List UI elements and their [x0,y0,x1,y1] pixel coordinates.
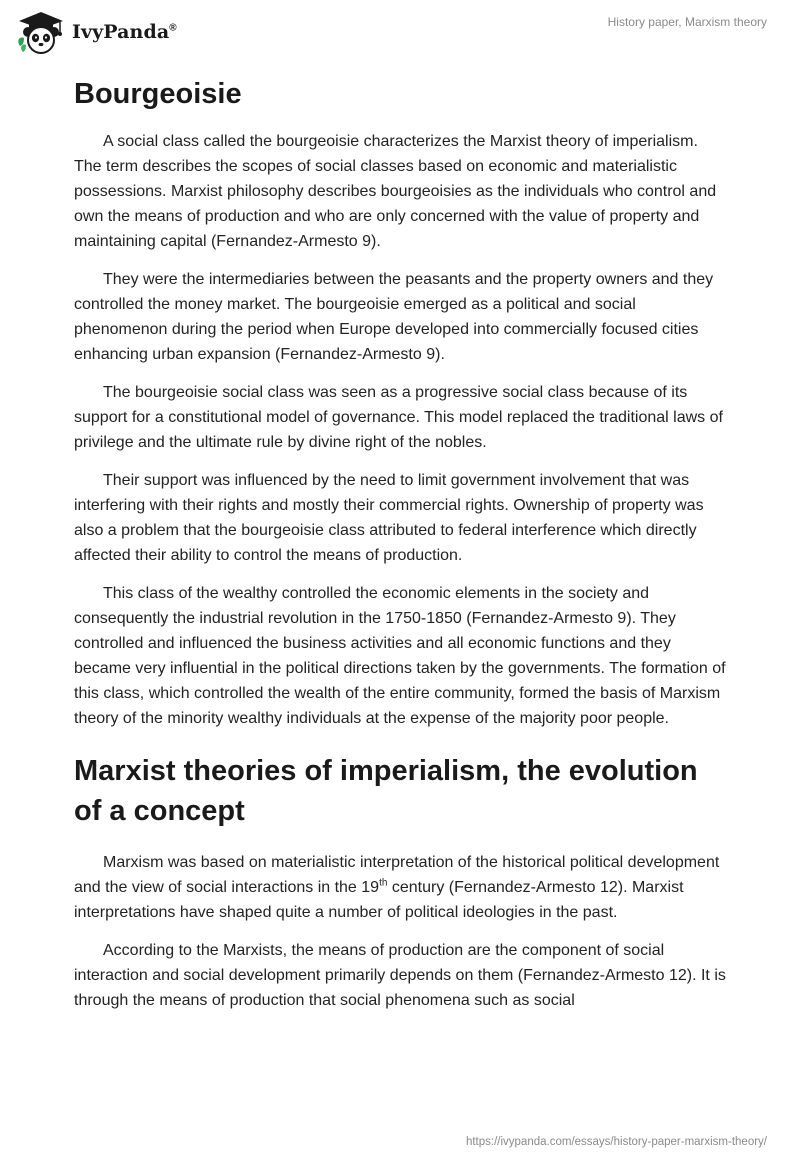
panda-graduate-icon [16,10,66,54]
superscript: th [379,877,388,889]
source-url-link[interactable]: https://ivypanda.com/essays/history-paper-marxism-theory/ [465,1136,767,1148]
paragraph: They were the intermediaries between the peasants and the property owners and they controlled the money market. The bourgeoisie emerged as a political and social phenomenon during the period when Europe developed into commercially focused cities enhancing urban expansion (Fernandez-Armesto 9). [74,270,714,363]
page-header [0,0,800,70]
paragraph: This class of the wealthy controlled the economic elements in the society and consequently the industrial revolution in the 1750-1850 (Fernandez-Armesto 9). They controlled and influenced the business activities and all economic functions and they became very influential in the political directions taken by the governments. The formation of this class, which controlled the wealth of the entire community, formed the basis of Marxism theory of the minority wealthy individuals at the expense of the majority poor people. [74,584,726,727]
paragraph: A social class called the bourgeoisie characterizes the Marxist theory of imperialism. The term describes the scopes of social classes based on economic and materialistic possessions. Marxist philosophy describes bourgeoisies as the individuals who control and own the means of production and who are only concerned with the value of property and maintaining capital (Fernandez-Armesto 9). [74,132,717,250]
document-body [74,70,726,1026]
paragraph: Their support was influenced by the need to limit government involvement that was interfering with their rights and mostly their commercial rights. Ownership of property was also a problem that the bourgeoisie class attributed to federal interference which directly affected their ability to control the means of production. [74,471,704,564]
section-heading-bourgeoisie: Bourgeoisie [74,78,242,110]
paragraph: Marxism was based on materialistic interpretation of the historical political development and the view of social interactions in the 19th century (Fernandez-Armesto 12). Marxist interpretations have shaped quite a number of political ideologies in the past. [74,853,720,921]
ivypanda-logo[interactable] [16,10,177,54]
brand-name: IvyPanda® [72,21,177,43]
paragraph: The bourgeoisie social class was seen as a progressive social class because of its support for a constitutional model of governance. This model replaced the traditional laws of privilege and the ultimate rule by divine right of the nobles. [74,383,723,451]
registered-mark: ® [169,22,177,34]
paragraph: According to the Marxists, the means of production are the component of social interaction and social development primarily depends on them (Fernandez-Armesto 12). It is through the means of production that social phenomena such as social [74,941,726,1009]
section-heading-marxist-theories: Marxist theories of imperialism, the evolution of a concept [74,754,698,828]
running-title: History paper, Marxism theory [607,15,767,29]
